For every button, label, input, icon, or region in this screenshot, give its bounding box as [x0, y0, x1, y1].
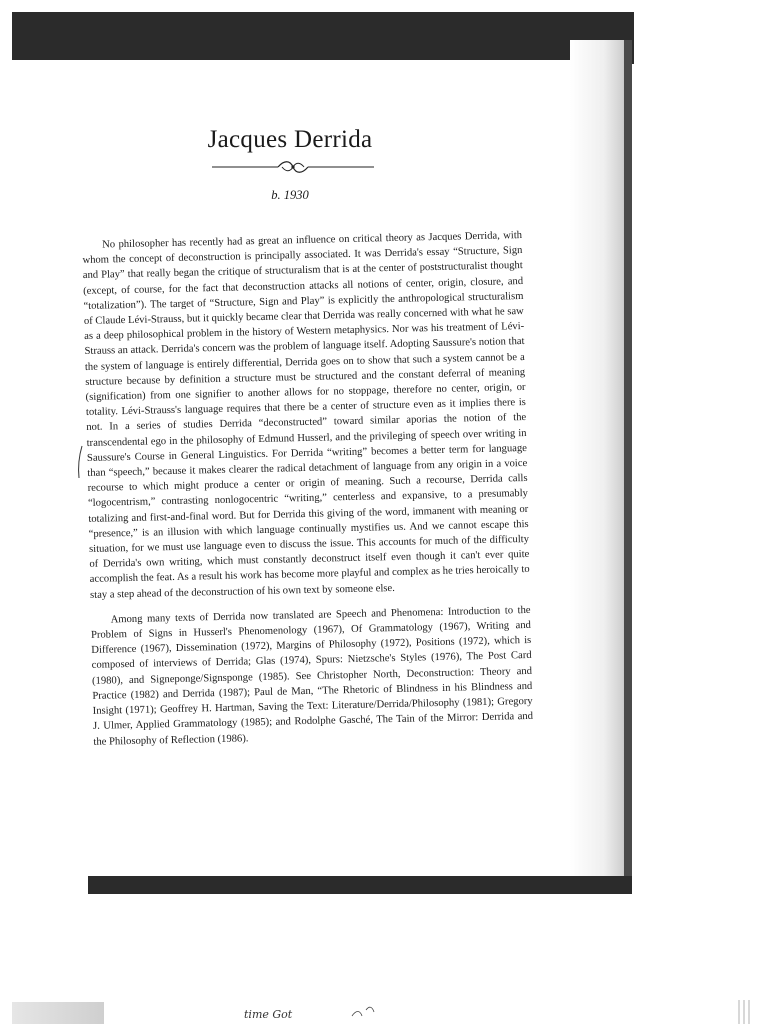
- margin-pencil-mark: [76, 444, 84, 480]
- handwritten-note-text: time Got: [244, 1008, 293, 1021]
- page-curl-shadow: [570, 40, 632, 886]
- scan-artifact-left: [12, 1002, 104, 1024]
- page-title: Jacques Derrida: [207, 126, 373, 153]
- scan-top-border: [12, 12, 634, 64]
- paragraph-bibliography: Among many texts of Derrida now translated are Speech and Phenomena: Introduction to the Problem of Signs in Husserl's Phenomenology (1967), Of Grammatology (1967), Writing and Difference (1967), Dissemination (1972), Margins of Philosophy (1972), Positions (1972), which is composed of interviews of Derrida; Glas (1974), Spurs: Nietzsche's Styles (1976), The Post Card (1980), and Signeponge/Signsponge (1985). See Christopher North, Deconstruction: Theory and Practice (1982) and Derrida (1987); Paul de Man, “The Rhetoric of Blindness in his Blindness and Insight (1971); Geoffrey H. Hartman, Saving the Text: Literature/Derrida/Philosophy (1981); Gregory J. Ulmer, Applied Grammatology (1985); and Rodolphe Gasché, The Tain of the Mirror: Derrida and the Philosophy of Reflection (1986).: [90, 604, 534, 748]
- handwritten-note: [240, 996, 380, 1024]
- life-dates: b. 1930: [271, 188, 309, 202]
- body-text: [82, 228, 534, 760]
- page-edge: [624, 40, 632, 880]
- title-flourish-ornament: [212, 158, 374, 176]
- scan-bottom-border: [88, 876, 632, 894]
- paragraph-intro: No philosopher has recently had as great an influence on critical theory as Jacques Derrida, with whom the concept of deconstruction is principally associated. It was Derrida's essay “Structure, Sign and Play” that really began the critique of structuralism that is at the center of poststructuralist thought (except, of course, for the fact that deconstruction attacks all notions of center, origin, closure, and “totalization”). The target of “Structure, Sign and Play” is explicitly the anthropological structuralism of Claude Lévi-Strauss, but it quickly became clear that Derrida was really concerned with what he saw as a deep philosophical problem in the history of Western metaphysics. Nor was his treatment of Lévi-Strauss an attack. Derrida's concern was the problem of language itself. Adopting Saussure's notion that the system of language is entirely differential, Derrida goes on to show that such a system cannot be a structure because by definition a structure must be structured and the constant deferral of meaning (signification) from one signifier to another allows for no stoppage, therefore no center, origin, or totality. Lévi-Strauss's language requires that there be a center of structure even as it implies there is not. In a series of studies Derrida “deconstructed” toward similar aporias the notion of the transcendental ego in the philosophy of Edmund Husserl, and the privileging of speech over writing in Saussure's Course in General Linguistics. For Derrida “writing” becomes a better term for language than “speech,” because it makes clearer the radical detachment of language from any origin in a voice recourse to which might produce a center or origin of meaning. Such a recourse, Derrida calls “logocentrism,” contrasting nonlogocentric “writing,” centerless and expansive, to a presumably totalizing and first-and-final word. But for Derrida this giving of the word, immanent with meaning or “presence,” is an illusion with which language continually mystifies us. And we cannot escape this situation, for we must use language even to discuss the issue. This accounts for much of the difficulty of Derrida's own writing, which must constantly deconstruct itself even though it can't ever quite accomplish the feat. As a result his work has become more playful and complex as he tries heroically to stay a step ahead of the deconstruction of his own text by someone else.: [82, 230, 530, 601]
- scan-artifact-right: [738, 1000, 752, 1024]
